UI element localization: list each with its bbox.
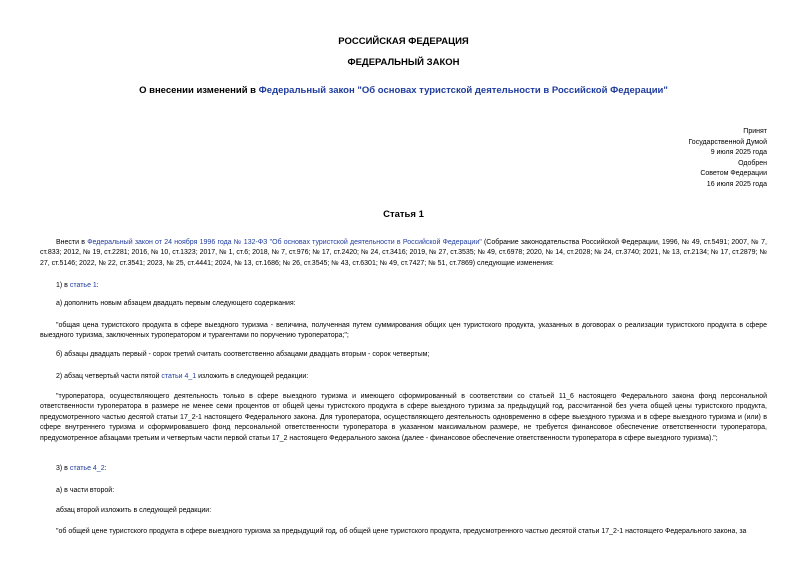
item-1b: б) абзацы двадцать первый - сорок третий считать соответственно абзацами двадцать вторым - сорок четвертым; [56, 351, 430, 358]
federation-heading: РОССИЙСКАЯ ФЕДЕРАЦИЯ [338, 36, 469, 47]
item-3: 3) в статье 4_2: [56, 465, 107, 472]
adoption-block [688, 127, 767, 190]
adoption-date: 16 июля 2025 года [706, 180, 767, 188]
article-4-2-link[interactable]: статье 4_2 [69, 465, 105, 472]
adoption-line: Советом Федерации [700, 170, 767, 177]
law-title-link[interactable]: Федеральный закон "Об основах туристской деятельности в Российской Федерации" [258, 85, 668, 96]
adoption-line: Одобрен [738, 159, 767, 167]
item-3a-sub: абзац второй изложить в следующей редакции: [56, 507, 212, 514]
item-1: 1) в статье 1: [56, 282, 99, 289]
article-4-1-link[interactable]: статьи 4_1 [161, 373, 197, 380]
item-1a: а) дополнить новым абзацем двадцать первым следующего содержания: [56, 300, 296, 307]
intro-prefix: Внести в [56, 239, 88, 246]
article-1-link[interactable]: статье 1 [69, 282, 97, 289]
law-title-prefix: О внесении изменений в [139, 85, 259, 96]
adoption-line: Принят [743, 128, 767, 135]
law-title [0, 85, 807, 96]
law-type-heading: ФЕДЕРАЛЬНЫЙ ЗАКОН [347, 57, 460, 68]
article-intro [40, 238, 767, 269]
adoption-line: Государственной Думой [688, 138, 767, 146]
item-2: 2) абзац четвертый части пятой статьи 4_1 изложить в следующей редакции: [56, 373, 309, 380]
intro-law-link[interactable]: Федеральный закон от 24 ноября 1996 года № 132-ФЗ "Об основах туристской деятельности в Российской Федерации" [87, 239, 482, 246]
quote-1: "общая цена туристского продукта в сфере выездного туризма - величина, полученная путем суммирования общих цен туристского продукта, указанных в договорах о реализации туристского продукта в сфере выездного туризма, заключенных туроператором и турагентами по поручению туроператора;"; [40, 322, 767, 340]
intro-suffix: (Собрание законодательства Российской Федерации, 1996, № 49, ст.5491; 2007, № 7, ст.833; 2012, № 19, ст.2281; 2016, № 10, ст.1323; 2017, № 1, ст.6; 2018, № 7, ст.976; № 17, ст.2420; № 24, ст.3416; 2019, № 27, ст.3535; № 49, ст.6978; 2020, № 14, ст.2028; № 24, ст.3740; 2021, № 13, ст.2134; № 17, ст.2879; № 27, ст.5146; 2022, № 22, ст.3541; 2023, № 25, ст.4441; 2024, № 13, ст.1686; № 26, ст.3545; № 43, ст.6301; № 49, ст.7427; № 51, ст.7869) следующие изменения: [40, 239, 768, 267]
adoption-date: 9 июля 2025 года [710, 149, 767, 156]
quote-3: "об общей цене туристского продукта в сфере выездного туризма за предыдущий год, об общей цене туристского продукта, предусмотренного частью десятой статьи 17_2-1 настоящего Федерального закона, за [56, 528, 747, 535]
article-heading: Статья 1 [383, 209, 424, 220]
item-3a: а) в части второй: [56, 487, 115, 494]
quote-2: "туроператора, осуществляющего деятельность только в сфере выездного туризма и имеющего сформированный в соответствии со статьей 11_6 настоящего Федерального закона фонд персональной ответственности туроператора в размере не менее семи процентов от общей цены туристского продукта в сфере выездного туризма за предыдущий год, рассчитанной без учета общей цены туристского продукта, предусмотренного частью десятой статьи 17_2-1 настоящего Федерального закона. Для туроператора, осуществляющего деятельность одновременно в сфере выездного туризма и в сфере выездного туризма и (или) в сфере внутреннего туризма и сформировавшего фонд персональной ответственности туроператора в указанном максимальном размере, не требуется финансовое обеспечение ответственности туроператора, предусмотренное абзацами третьим и четвертым части первой статьи 17_2 настоящего Федерального закона (далее - финансовое обеспечение ответственности туроператора в сфере выездного туризма)."; [40, 393, 767, 442]
